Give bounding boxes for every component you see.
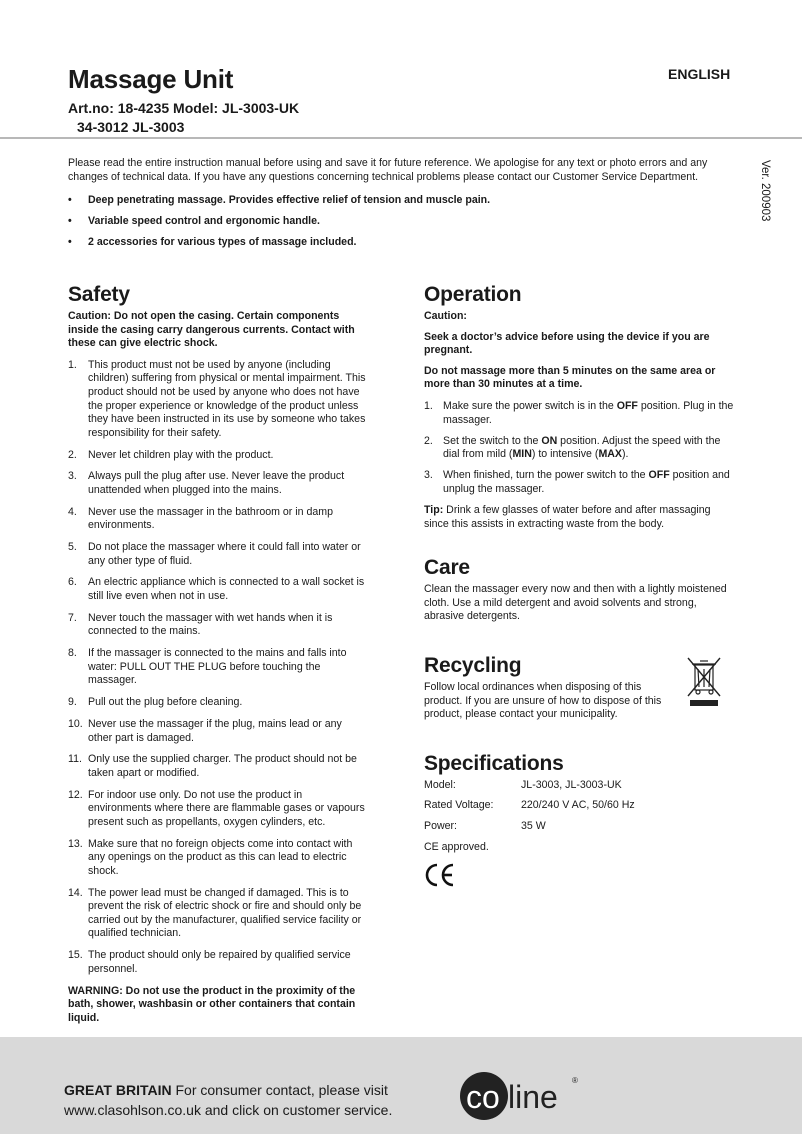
spec-label: Rated Voltage: bbox=[424, 799, 494, 812]
safety-item: 10. Never use the massager if the plug, mains lead or any other part is damaged. bbox=[68, 717, 342, 744]
operation-step: 2. Set the switch to the ON position. Adjust the speed with the dial from mild (MIN) to intensive (MAX). bbox=[424, 434, 721, 461]
safety-item: 12. For indoor use only. Do not use the product in environments where there are flammable gases or vapours present such as propellants, oxygen cylinders, etc. bbox=[68, 788, 365, 828]
ce-approved-text: CE approved. bbox=[424, 840, 489, 853]
operation-step: 1. Make sure the power switch is in the OFF position. Plug in the massager. bbox=[424, 399, 734, 426]
footer-website-line: www.clasohlson.co.uk and click on customer service. bbox=[64, 1102, 393, 1118]
coline-logo bbox=[458, 1070, 586, 1122]
feature-item: • Deep penetrating massage. Provides effective relief of tension and muscle pain. bbox=[68, 194, 491, 206]
logo-text-line: line bbox=[508, 1079, 558, 1115]
recycling-section bbox=[424, 654, 738, 722]
operation-step: 3. When finished, turn the power switch to the OFF position and unplug the massager. bbox=[424, 469, 730, 495]
spec-row bbox=[424, 820, 635, 841]
intro-paragraph: Please read the entire instruction manual before using and save it for future reference. We apologise for any text or photo errors and any changes of technical data. If you have any questions concerning technical problems please contact our Customer Service Department. bbox=[68, 157, 708, 183]
weee-crossed-bin-icon bbox=[686, 656, 722, 708]
operation-caution-pregnant: Seek a doctor’s advice before using the device if you are pregnant. bbox=[424, 330, 710, 357]
bullet-icon: • bbox=[68, 194, 72, 206]
spec-value: JL-3003, JL-3003-UK bbox=[521, 778, 622, 791]
safety-item: 5. Do not place the massager where it could fall into water or any other type of fluid. bbox=[68, 541, 361, 567]
header-divider bbox=[0, 137, 802, 139]
feature-item: • Variable speed control and ergonomic handle. bbox=[68, 215, 320, 227]
operation-caution-duration: Do not massage more than 5 minutes on the same area or more than 30 minutes at a time. bbox=[424, 364, 716, 391]
safety-item: 6. An electric appliance which is connected to a wall socket is still live even when not in use. bbox=[68, 576, 365, 603]
article-number-line: Art.no: 18-4235 Model: JL-3003-UK bbox=[68, 100, 300, 116]
ce-mark-icon bbox=[424, 862, 456, 888]
safety-item: 8. If the massager is connected to the mains and falls into water: PULL OUT THE PLUG before touching the massager. bbox=[68, 647, 347, 687]
safety-item: 9. Pull out the plug before cleaning. bbox=[68, 696, 243, 709]
feature-item: • 2 accessories for various types of massage included. bbox=[68, 236, 357, 248]
safety-item: 2. Never let children play with the product. bbox=[68, 448, 274, 461]
article-number-line-2: 34-3012 JL-3003 bbox=[77, 119, 185, 135]
safety-item: 13. Make sure that no foreign objects come into contact with any openings on the product as this can lead to electric shock. bbox=[68, 837, 353, 877]
safety-section bbox=[68, 283, 368, 1025]
specifications-table bbox=[424, 779, 635, 841]
care-heading: Care bbox=[424, 556, 470, 580]
right-column bbox=[424, 283, 738, 893]
safety-item: 11. Only use the supplied charger. The product should not be taken apart or modified. bbox=[68, 753, 357, 779]
version-label: Ver. 200903 bbox=[759, 160, 771, 222]
operation-tip: Tip: Drink a few glasses of water before and after massaging since this assists in extracting waste from the body. bbox=[424, 504, 711, 530]
language-label: ENGLISH bbox=[668, 66, 731, 82]
safety-item: 15. The product should only be repaired by qualified service personnel. bbox=[68, 949, 351, 975]
spec-value: 220/240 V AC, 50/60 Hz bbox=[521, 799, 635, 812]
safety-item: 1. This product must not be used by anyone (including children) suffering from physical or mental impairment. This product should not be used by anyone who does not have the proper experience or knowledge of the product unless they have been instructed in its use by someone who takes responsibility for their safety. bbox=[68, 358, 366, 439]
footer-contact-line: GREAT BRITAIN For consumer contact, please visit bbox=[64, 1082, 388, 1098]
safety-heading: Safety bbox=[68, 283, 130, 306]
spec-label: Model: bbox=[424, 778, 456, 791]
specifications-heading: Specifications bbox=[424, 751, 564, 775]
spec-label: Power: bbox=[424, 819, 457, 832]
specifications-section bbox=[424, 752, 738, 893]
operation-caution-label: Caution: bbox=[424, 310, 467, 322]
care-text: Clean the massager every now and then with a lightly moistened cloth. Use a mild detergent and avoid solvents and strong, abrasive detergents. bbox=[424, 583, 727, 623]
safety-item: 14. The power lead must be changed if damaged. This is to prevent the risk of electric shock or fire and should only be carried out by the manufacturer, qualified service facility or qualified technician. bbox=[68, 886, 362, 940]
safety-caution: Caution: Do not open the casing. Certain components inside the casing carry dangerous currents. Contact with these can give electric shock. bbox=[68, 310, 355, 350]
feature-list bbox=[68, 193, 728, 256]
bullet-icon: • bbox=[68, 236, 72, 248]
operation-steps bbox=[424, 400, 738, 497]
logo-registered-mark: ® bbox=[572, 1076, 578, 1085]
logo-text-co: co bbox=[466, 1079, 500, 1115]
spec-value: 35 W bbox=[521, 819, 546, 832]
safety-item: 3. Always pull the plug after use. Never leave the product unattended when plugged into the mains. bbox=[68, 470, 345, 496]
safety-item: 4. Never use the massager in the bathroom or in damp environments. bbox=[68, 505, 333, 532]
operation-heading: Operation bbox=[424, 283, 522, 306]
recycling-heading: Recycling bbox=[424, 654, 522, 677]
spec-row bbox=[424, 799, 635, 820]
footer bbox=[0, 1037, 802, 1134]
spec-row bbox=[424, 779, 635, 800]
safety-list bbox=[68, 359, 368, 977]
operation-section bbox=[424, 283, 738, 531]
recycling-text: Follow local ordinances when disposing of this product. If you are unsure of how to dispose of this product, please contact your municipality. bbox=[424, 681, 662, 721]
bullet-icon: • bbox=[68, 215, 72, 227]
safety-warning: WARNING: Do not use the product in the proximity of the bath, shower, washbasin or other containers that contain liquid. bbox=[68, 984, 356, 1024]
safety-item: 7. Never touch the massager with wet hands when it is connected to the mains. bbox=[68, 611, 333, 638]
document-title: Massage Unit bbox=[68, 64, 234, 94]
care-section bbox=[424, 556, 738, 624]
